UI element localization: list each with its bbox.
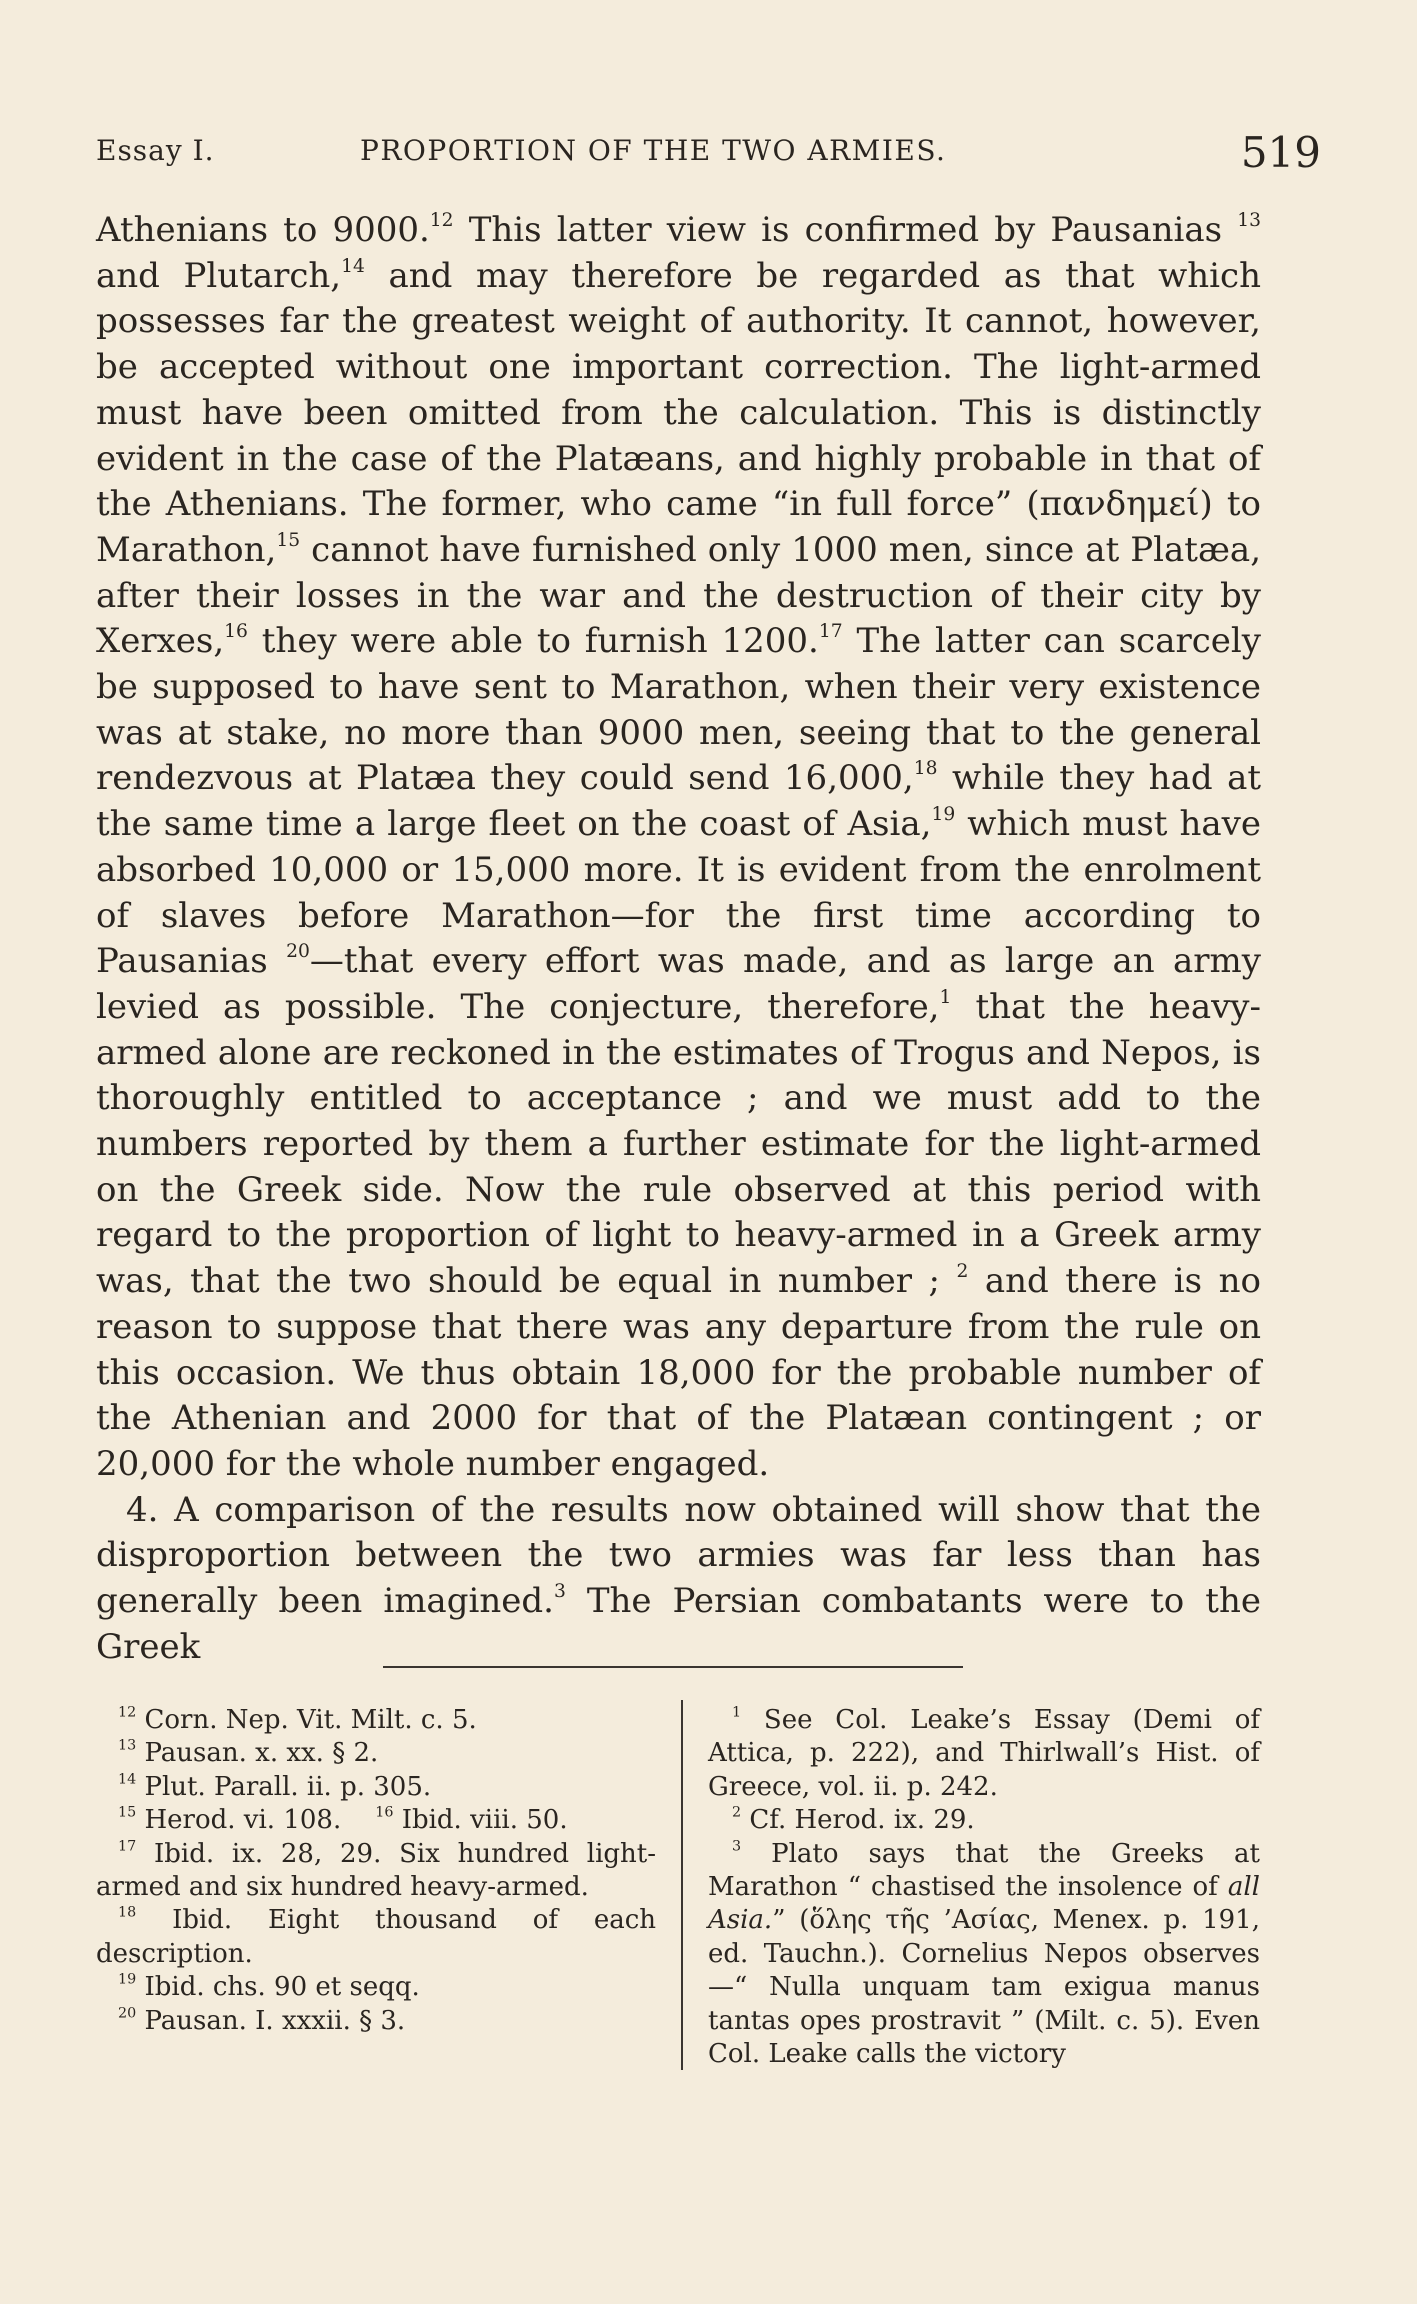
footnote: $^3$ Plato says that the Greeks at Marathon “ chastised the insolence of all Asia.” (ὅλης τῆς ’Ασίας, Menex. p. 191, ed. Tauchn.). Cornelius Nepos observes —“ Nulla unquam tam exigua manus tantas opes prostravit ” (Milt. c. 5). Even Col. Leake calls the victory	[708, 1838, 1260, 2070]
footnote-ref: 1	[939, 987, 952, 1008]
running-header	[96, 128, 1321, 188]
footnote-ref: 14	[341, 255, 365, 277]
footnote-ref: 16	[224, 621, 248, 643]
footnote: $^2$ Cf. Herod. ix. 29.	[732, 1804, 975, 1836]
footnote: $^{15}$ Herod. vi. 108. $^{16}$ Ibid. viii. 50.	[118, 1804, 568, 1836]
footnote: $^1$ See Col. Leake’s Essay (Demi of Attica, p. 222), and Thirlwall’s Hist. of Greece, vol. ii. p. 242.	[708, 1704, 1261, 1802]
footnote: $^{19}$ Ibid. chs. 90 et seqq.	[118, 1971, 420, 2003]
footnote-ref: 12	[429, 210, 454, 232]
footnote-ref: 20	[286, 941, 310, 963]
essay-label: Essay I.	[96, 134, 215, 167]
footnote-ref: 13	[1237, 210, 1262, 232]
paragraph-4: 4. A comparison of the results now obtained will show that the disproportion between the two armies was far less than has generally been imagined.$^3$ The Persian combatants were to the Greek	[96, 1489, 1261, 1667]
paragraph-continued: Athenians to 9000.12 This latter view is confirmed by Pausanias $^{13}$ and Plutarch,$^{14}$ and may therefore be regarded as that which possesses far the greatest weight of authority. It cannot, however, be accepted without one important correction. The light-armed must have been omitted from the calculation. This is distinctly evident in the case of the Platæans, and highly probable in that of the Athenians. The former, who came “in full force” (πανδημεί) to Marathon,$^{15}$ cannot have furnished only 1000 men, since at Platæa, after their losses in the war and the destruction of their city by Xerxes,$^{16}$ they were able to furnish 1200.17 The latter can scarcely be supposed to have sent to Marathon, when their very existence was at stake, no more than 9000 men, seeing that to the general rendezvous at Platæa they could send 16,000,18 while they had at the same time a large fleet on the coast of Asia,$^{19}$ which must have absorbed 10,000 or 15,000 more. It is evident from the enrolment of slaves before Marathon—for the first time according to Pausanias $^{20}$—that every effort was made, and as large an army levied as possible. The conjecture, therefore,$^1$ that the heavy-armed alone are reckoned in the estimates of Trogus and Nepos, is thoroughly entitled to acceptance ; and we must add to the numbers reported by them a further estimate for the light-armed on the Greek side. Now the rule observed at this period with regard to the proportion of light to heavy-armed in a Greek army was, that the two should be equal in number ; $^2$ and there is no reason to suppose that there was any departure from the rule on this occasion. We thus obtain 18,000 for the probable number of the Athenian and 2000 for that of the Platæan contingent ; or 20,000 for the whole number engaged.	[96, 210, 1262, 1484]
footnote: $^{17}$ Ibid. ix. 28, 29. Six hundred light-armed and six hundred heavy-armed.	[96, 1838, 657, 1903]
page-number: 519	[1240, 128, 1321, 177]
footnote-ref: 15	[276, 529, 301, 551]
footnote-rule	[383, 1666, 963, 1668]
footnote-ref: 17	[818, 621, 843, 643]
footnote: $^{13}$ Pausan. x. xx. § 2.	[118, 1737, 379, 1769]
footnote-ref: 18	[913, 758, 938, 780]
footnote: $^{18}$ Ibid. Eight thousand of each description.	[96, 1905, 657, 1969]
footnotes-right	[708, 1704, 1260, 2071]
footnote: $^{14}$ Plut. Parall. ii. p. 305.	[118, 1771, 432, 1802]
footnote-ref: 19	[931, 804, 956, 826]
footnote-ref: 3	[553, 1581, 566, 1603]
footnote: $^{12}$ Corn. Nep. Vit. Milt. c. 5.	[118, 1704, 477, 1735]
main-text	[96, 208, 1261, 1671]
footnotes-left	[96, 1704, 656, 2038]
footnote-ref: 2	[956, 1261, 969, 1283]
footnote: $^{20}$ Pausan. I. xxxii. § 3.	[118, 2005, 406, 2036]
footnote-column-divider	[681, 1700, 683, 2070]
page-title: PROPORTION OF THE TWO ARMIES.	[360, 134, 947, 167]
